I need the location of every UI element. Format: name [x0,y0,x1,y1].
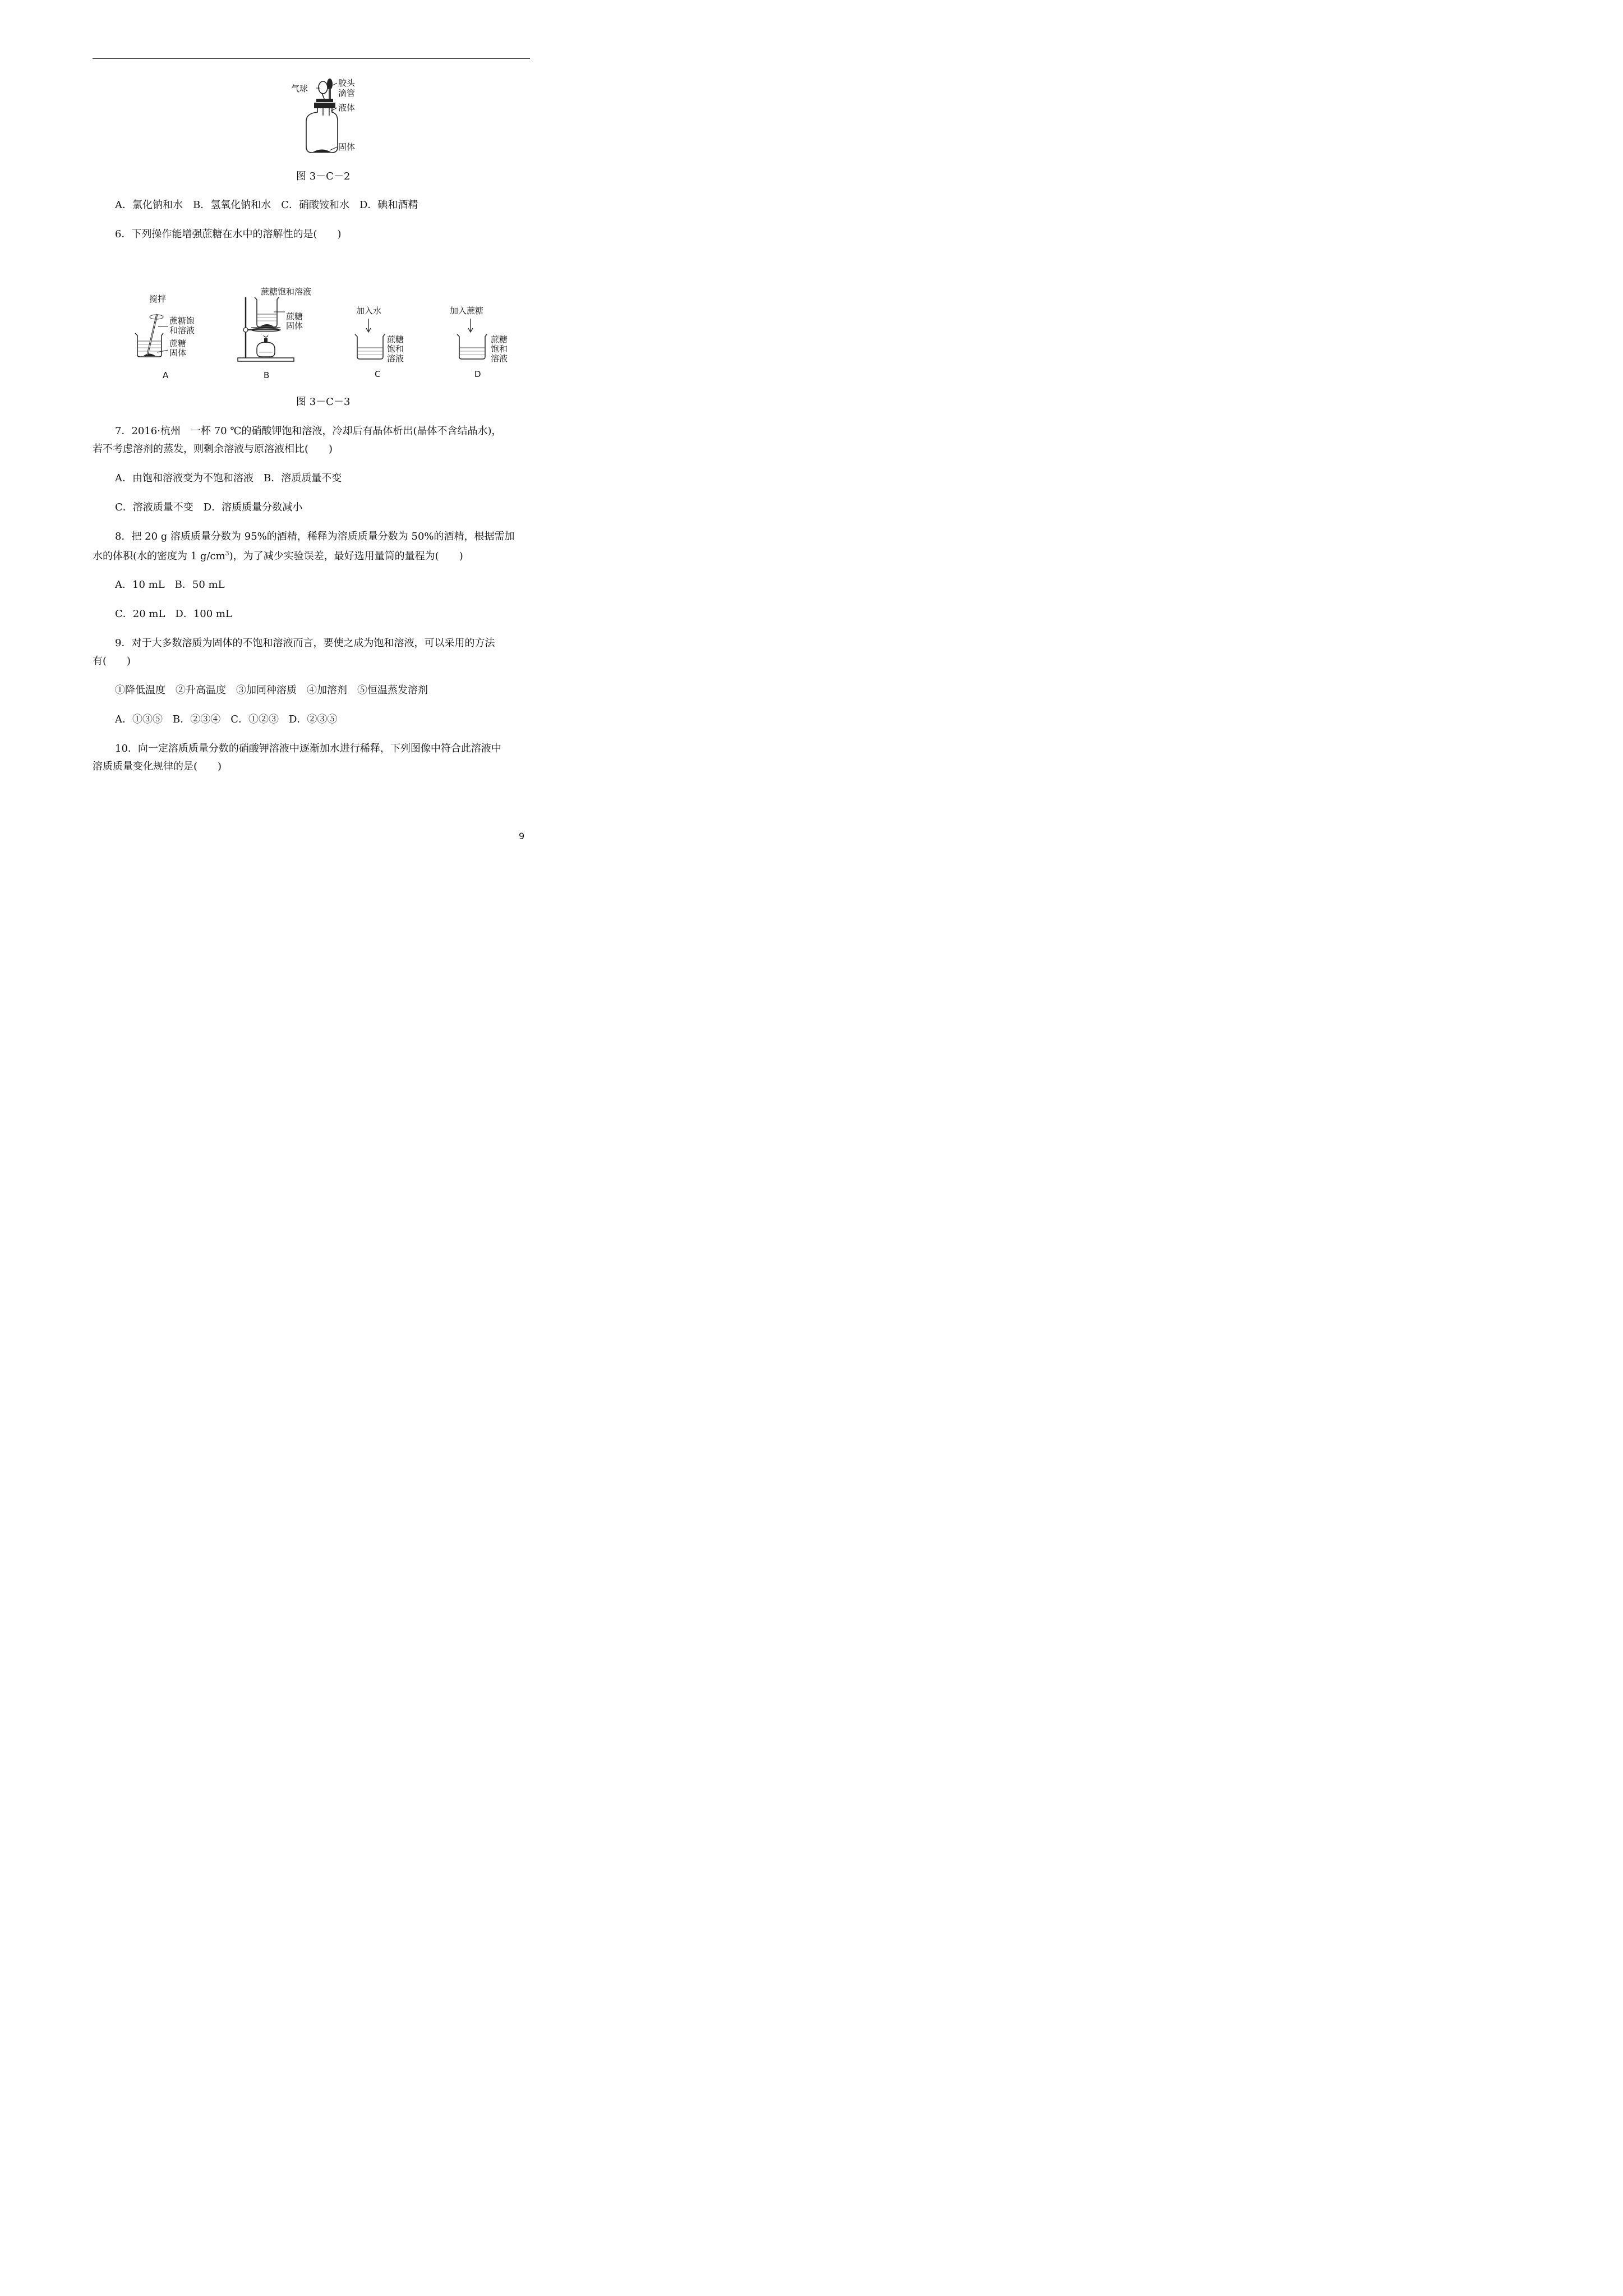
solid-label: 固体 [338,142,356,152]
c-letter: C [375,369,381,379]
q9-methods: ①降低温度 ②升高温度 ③加同种溶质 ④加溶剂 ⑤恒温蒸发溶剂 [115,684,428,696]
q10-line-2: 溶质质量变化规律的是( ) [93,761,222,772]
balloon-label: 气球 [291,84,308,94]
a-saturated-label-2: 和溶液 [169,325,195,335]
q7-options-1: A．由饱和溶液变为不饱和溶液 B．溶质质量不变 [115,472,342,484]
b-letter: B [264,370,270,380]
q10-line-1: 10．向一定溶质质量分数的硝酸钾溶液中逐渐加水进行稀释，下列图像中符合此溶液中 [115,743,501,754]
q9-options: A．①③⑤ B．②③④ C．①②③ D．②③⑤ [115,714,338,725]
c-label-1: 蔗糖 [387,334,404,344]
a-letter: A [163,370,169,380]
q6-stem: 6．下列操作能增强蔗糖在水中的溶解性的是( ) [115,228,342,240]
a-stir-label: 搅拌 [149,294,167,304]
dropper-label-1: 胶头 [338,78,356,88]
q8-line-1: 8．把 20 g 溶质质量分数为 95%的酒精，稀释为溶质质量分数为 50%的酒精，根据需加 [115,531,515,542]
c-add-label: 加入水 [356,306,382,316]
figure-caption-3-c-3: 图 3－C－3 [296,396,351,408]
a-saturated-label-1: 蔗糖饱 [169,316,195,326]
q7-options-2: C．溶液质量不变 D．溶质质量分数减小 [115,501,303,513]
dissolution-figure [0,0,617,404]
q9-line-2: 有( ) [93,655,131,667]
q7-line-1: 7．2016·杭州 一杯 70 ℃的硝酸钾饱和溶液，冷却后有晶体析出(晶体不含结晶水)， [115,425,502,437]
c-label-2: 饱和 [387,344,404,354]
b-top-label: 蔗糖饱和溶液 [261,287,312,297]
d-label-3: 溶液 [491,353,508,364]
q8-line-2: 水的体积(水的密度为 1 $g/cm^3$)，为了减少实验误差，最好选用量筒的量程为( ) [93,550,463,562]
q7-line-2: 若不考虑溶剂的蒸发，则剩余溶液与原溶液相比( ) [93,443,333,455]
d-label-2: 饱和 [491,344,508,354]
dropper-label-2: 滴管 [338,88,356,98]
q9-line-1: 9．对于大多数溶质为固体的不饱和溶液而言，要使之成为饱和溶液，可以采用的方法 [115,637,495,649]
b-solid-label-1: 蔗糖 [286,311,303,321]
d-label-1: 蔗糖 [491,334,508,344]
d-letter: D [474,369,481,379]
a-solid-label-1: 蔗糖 [169,338,187,348]
q5-options: A．氯化钠和水 B．氢氧化钠和水 C．硝酸铵和水 D．碘和酒精 [115,199,418,211]
q8-options-2: C．20 mL D．100 mL [115,608,232,620]
q8-options-1: A．10 mL B．50 mL [115,579,225,591]
a-solid-label-2: 固体 [169,348,187,358]
b-solid-label-2: 固体 [286,321,303,331]
c-label-3: 溶液 [387,353,404,364]
liquid-label: 液体 [338,103,356,113]
page-number: 9 [519,831,525,841]
figure-caption-3-c-2: 图 3－C－2 [296,171,351,182]
d-add-label: 加入蔗糖 [450,306,484,316]
